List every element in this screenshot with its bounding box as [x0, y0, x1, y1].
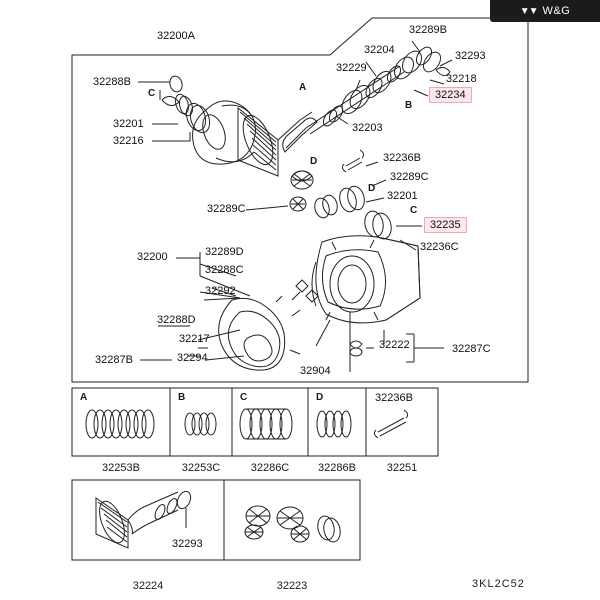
- label-32289b: 32289B: [409, 24, 447, 36]
- label-32218: 32218: [446, 73, 477, 85]
- section-letter-c-right: C: [410, 205, 418, 216]
- label-32288b: 32288B: [93, 76, 131, 88]
- detail-caption-32286b: 32286B: [318, 462, 356, 474]
- detail-box-letter-d: D: [316, 392, 324, 403]
- label-32236b-detail: 32236B: [375, 392, 413, 404]
- label-32288c: 32288C: [205, 264, 244, 276]
- label-32229: 32229: [336, 62, 367, 74]
- label-32904: 32904: [300, 365, 331, 377]
- bottom-caption-32224: 32224: [132, 580, 164, 592]
- label-32236c: 32236C: [420, 241, 459, 253]
- label-32292: 32292: [205, 285, 236, 297]
- highlight-32234[interactable]: 32234: [429, 87, 472, 103]
- label-32222: 32222: [379, 339, 410, 351]
- brand-badge: [490, 0, 600, 22]
- label-32236b: 32236B: [383, 152, 421, 164]
- label-32201-right: 32201: [387, 190, 418, 202]
- detail-box-letter-c: C: [240, 392, 248, 403]
- label-32288d: 32288D: [157, 314, 196, 326]
- brand-logo-icon: ▼▼: [519, 5, 538, 17]
- label-32294: 32294: [177, 352, 208, 364]
- section-letter-d-right: D: [368, 183, 376, 194]
- detail-caption-32286c: 32286C: [250, 462, 290, 474]
- label-32217: 32217: [179, 333, 210, 345]
- label-32200: 32200: [137, 251, 168, 263]
- label-32203: 32203: [352, 122, 383, 134]
- detail-caption-32251: 32251: [386, 462, 418, 474]
- label-32204: 32204: [364, 44, 395, 56]
- brand-name: W&G: [542, 5, 571, 17]
- highlight-32235[interactable]: 32235: [424, 217, 467, 233]
- label-32289c-left: 32289C: [207, 203, 246, 215]
- section-letter-b: B: [405, 100, 413, 111]
- label-32200a: 32200A: [157, 30, 195, 42]
- label-32201-left: 32201: [113, 118, 144, 130]
- label-32287b: 32287B: [95, 354, 133, 366]
- bottom-caption-32223: 32223: [276, 580, 308, 592]
- label-32293-top: 32293: [455, 50, 486, 62]
- label-32289d: 32289D: [205, 246, 244, 258]
- section-letter-c-left: C: [148, 88, 156, 99]
- detail-caption-32253c: 32253C: [181, 462, 221, 474]
- section-letter-a: A: [299, 82, 307, 93]
- detail-caption-32253b: 32253B: [102, 462, 140, 474]
- section-letter-d-left: D: [310, 156, 318, 167]
- detail-box-letter-a: A: [80, 392, 88, 403]
- label-32293-bottom: 32293: [172, 538, 203, 550]
- detail-box-letter-b: B: [178, 392, 186, 403]
- label-32287c: 32287C: [452, 343, 491, 355]
- label-32289c-right: 32289C: [390, 171, 429, 183]
- label-32216: 32216: [113, 135, 144, 147]
- diagram-reference-code: 3KL2C52: [472, 578, 525, 590]
